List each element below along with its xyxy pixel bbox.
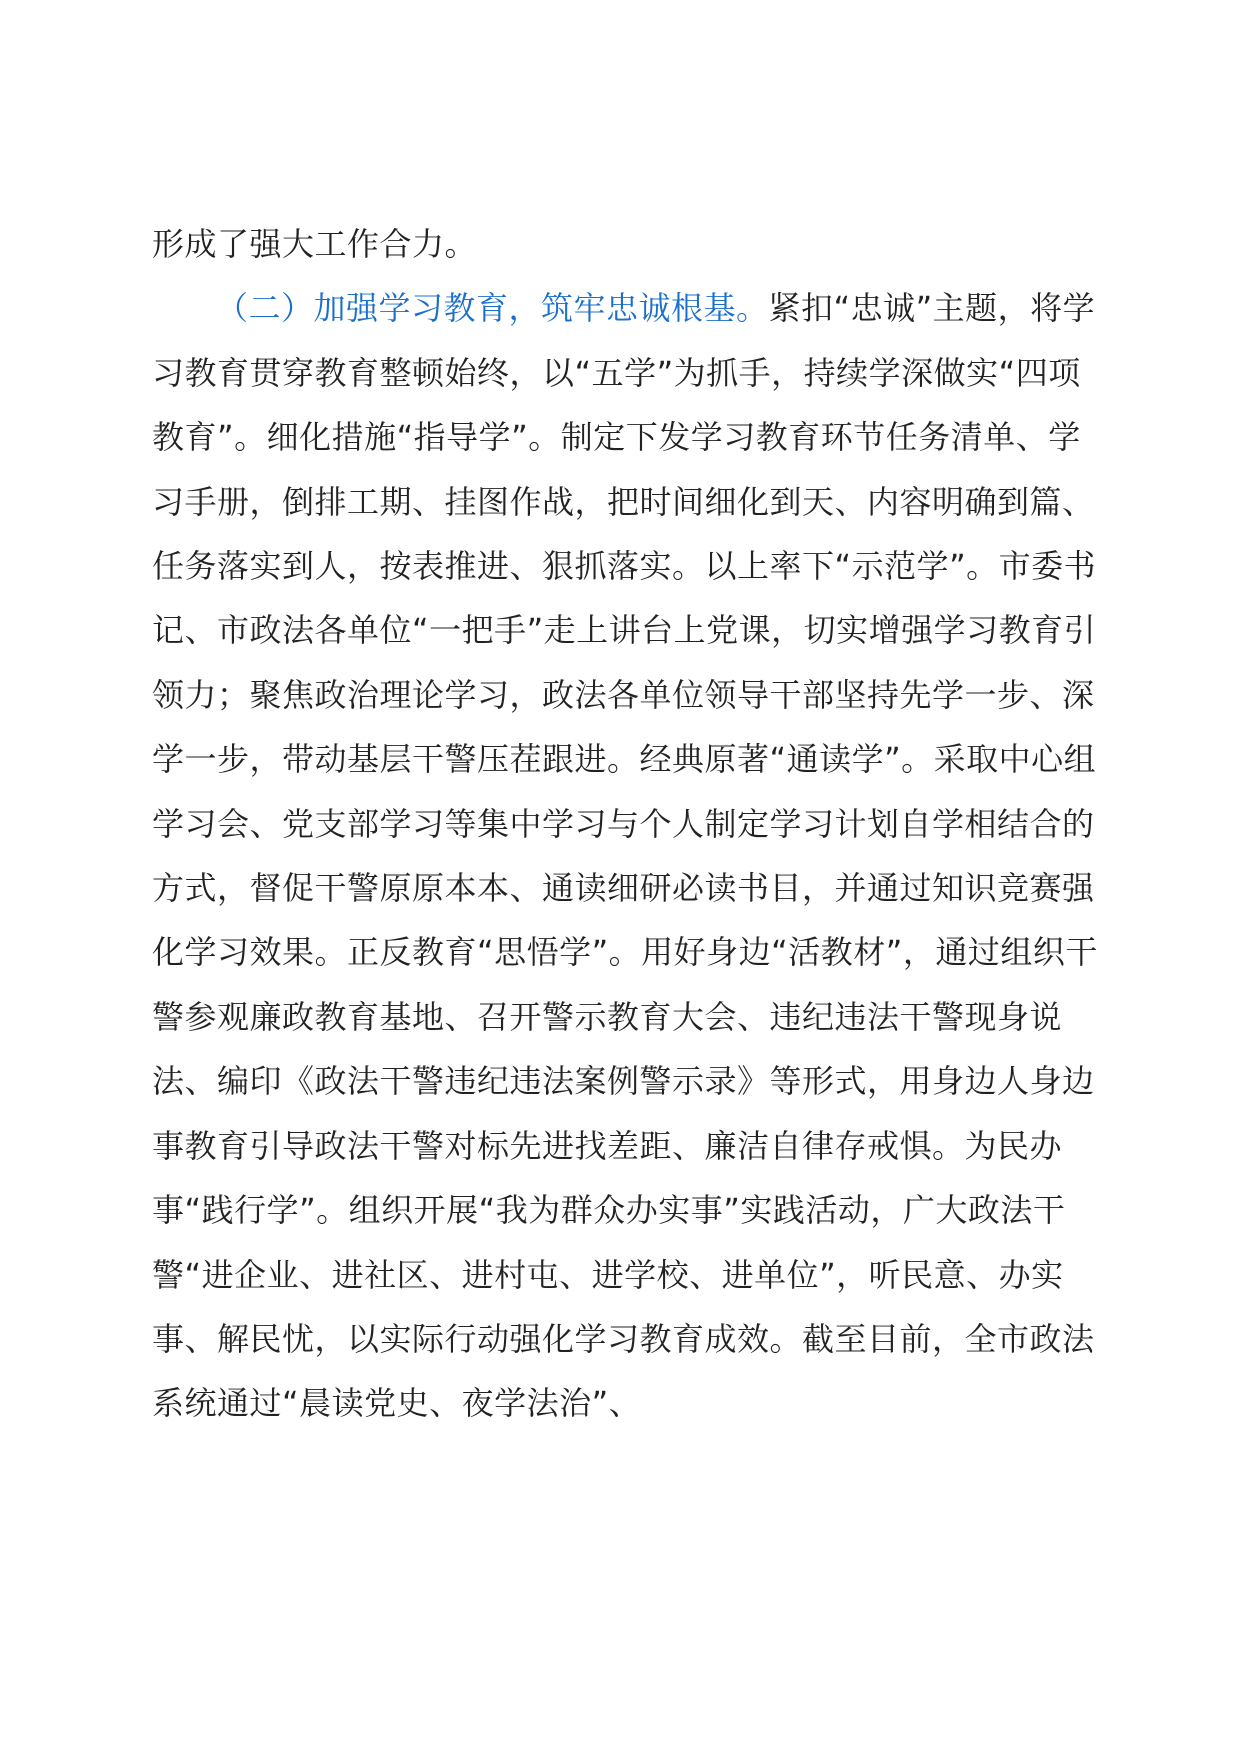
paragraph-continuation-text: 形成了强大工作合力。 [152, 225, 478, 263]
document-body [152, 212, 1112, 1436]
paragraph-continuation [152, 212, 1112, 276]
section-heading: （二）加强学习教育，筑牢忠诚根基。 [216, 289, 769, 328]
section-body-text: 紧扣“忠诚”主题，将学习教育贯穿教育整顿始终，以“五学”为抓手，持续学深做实“四项教育”。细化措施“指导学”。制定下发学习教育环节任务清单、学习手册，倒排工期、挂图作战，把时间细化到天、内容明确到篇、任务落实到人，按表推进、狠抓落实。以上率下“示范学”。市委书记、市政法各单位“一把手”走上讲台上党课，切实增强学习教育引领力；聚焦政治理论学习，政法各单位领导干部坚持先学一步、深学一步，带动基层干警压茬跟进。经典原著“通读学”。采取中心组学习会、党支部学习等集中学习与个人制定学习计划自学相结合的方式，督促干警原原本本、通读细研必读书目，并通过知识竞赛强化学习效果。正反教育“思悟学”。用好身边“活教材”，通过组织干警参观廉政教育基地、召开警示教育大会、违纪违法干警现身说法、编印《政法干警违纪违法案例警示录》等形式，用身边人身边事教育引导政法干警对标先进找差距、廉洁自律存戒惧。为民办事“践行学”。组织开展“我为群众办实事”实践活动，广大政法干警“进企业、进社区、进村屯、进学校、进单位”，听民意、办实事、解民忧，以实际行动强化学习教育成效。截至目前，全市政法系统通过“晨读党史、夜学法治”、 [152, 289, 1098, 1423]
paragraph-section-2 [152, 276, 1112, 1435]
